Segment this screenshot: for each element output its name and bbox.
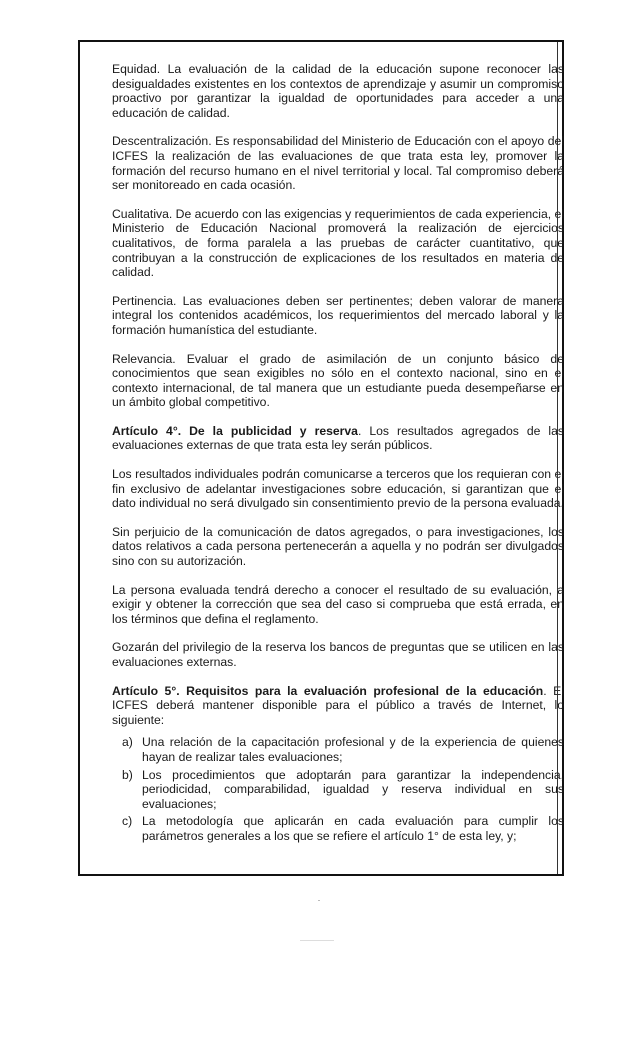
article-5-intro [112,684,564,728]
article-4-intro [112,424,564,453]
paragraph-descentralizacion: Descentralización. Es responsabilidad del Ministerio de Educación con el apoyo del ICFES la realización de las evaluaciones de que trata esta ley, promover la formación del recurso humano en el nivel territorial y local. Tal compromiso deberá ser monitoreado en cada ocasión. [112,134,564,193]
paragraph-cualitativa: Cualitativa. De acuerdo con las exigencias y requerimientos de cada experiencia, el Ministerio de Educación Nacional promoverá la realización de ejercicios cualitativos, de forma paralela a las pruebas de carácter cuantitativo, que contribuyan a la construcción de explicaciones de los resultados en materia de calidad. [112,206,564,280]
paragraph-relevancia: Relevancia. Evaluar el grado de asimilación de un conjunto básico de conocimientos que sean exigibles no sólo en el contexto nacional, sino en el contexto internacional, de tal manera que un estudiante pueda desempeñarse en un ámbito global competitivo. [112,351,564,410]
article-4-paragraph: Sin perjuicio de la comunicación de datos agregados, o para investigaciones, los datos relativos a cada persona pertenecerán a aquella y no podrán ser divulgados sino con su autorización. [112,524,564,569]
document-frame [78,40,564,876]
list-item-text: La metodología que aplicarán en cada evaluación para cumplir los parámetros generales a los que se refiere el artículo 1° de esta ley, y; [142,814,564,843]
list-marker: c) [122,814,133,829]
scan-speck [300,940,334,941]
article-4-paragraph: Gozarán del privilegio de la reserva los bancos de preguntas que se utilicen en las evaluaciones externas. [112,640,564,669]
article-5-heading: Artículo 5°. Requisitos para la evaluación profesional de la educación [112,683,544,698]
article-5-text: . El ICFES deberá mantener disponible para el público a través de Internet, lo siguiente: [112,683,564,727]
article-4-paragraph: La persona evaluada tendrá derecho a conocer el resultado de su evaluación, a exigir y obtener la corrección que sea del caso si comprueba que está errada, en los términos que defina el reglamento. [112,582,564,626]
article-4-paragraph: Los resultados individuales podrán comunicarse a terceros que los requieran con el fin exclusivo de adelantar investigaciones sobre educación, si garantizan que el dato individual no será divulgado sin consentimiento previo de la persona evaluada. [112,467,564,511]
list-item [122,814,564,843]
list-item-text: Los procedimientos que adoptarán para garantizar la independencia, periodicidad, comparabilidad, igualdad y reserva individual en sus evaluaciones; [142,767,564,811]
paragraph-equidad: Equidad. La evaluación de la calidad de la educación supone reconocer las desigualdades existentes en los contextos de aprendizaje y asumir un compromiso proactivo por garantizar la igualdad de oportunidades para acceder a una educación de calidad. [112,62,564,120]
requirements-list [112,735,564,843]
list-item-text: Una relación de la capacitación profesional y de la experiencia de quienes hayan de realizar tales evaluaciones; [142,735,564,764]
list-marker: a) [122,735,133,750]
article-4-heading: Artículo 4°. De la publicidad y reserva [112,423,358,438]
article-4-text: . Los resultados agregados de las evaluaciones externas de que trata esta ley serán públicos. [112,423,565,453]
scan-speck [318,900,320,901]
list-item [122,768,564,812]
paragraph-pertinencia: Pertinencia. Las evaluaciones deben ser pertinentes; deben valorar de manera integral los contenidos académicos, los requerimientos del mercado laboral y la formación humanística del estudiante. [112,293,564,337]
list-item [122,735,564,764]
document-body [112,62,564,847]
list-marker: b) [122,767,133,782]
